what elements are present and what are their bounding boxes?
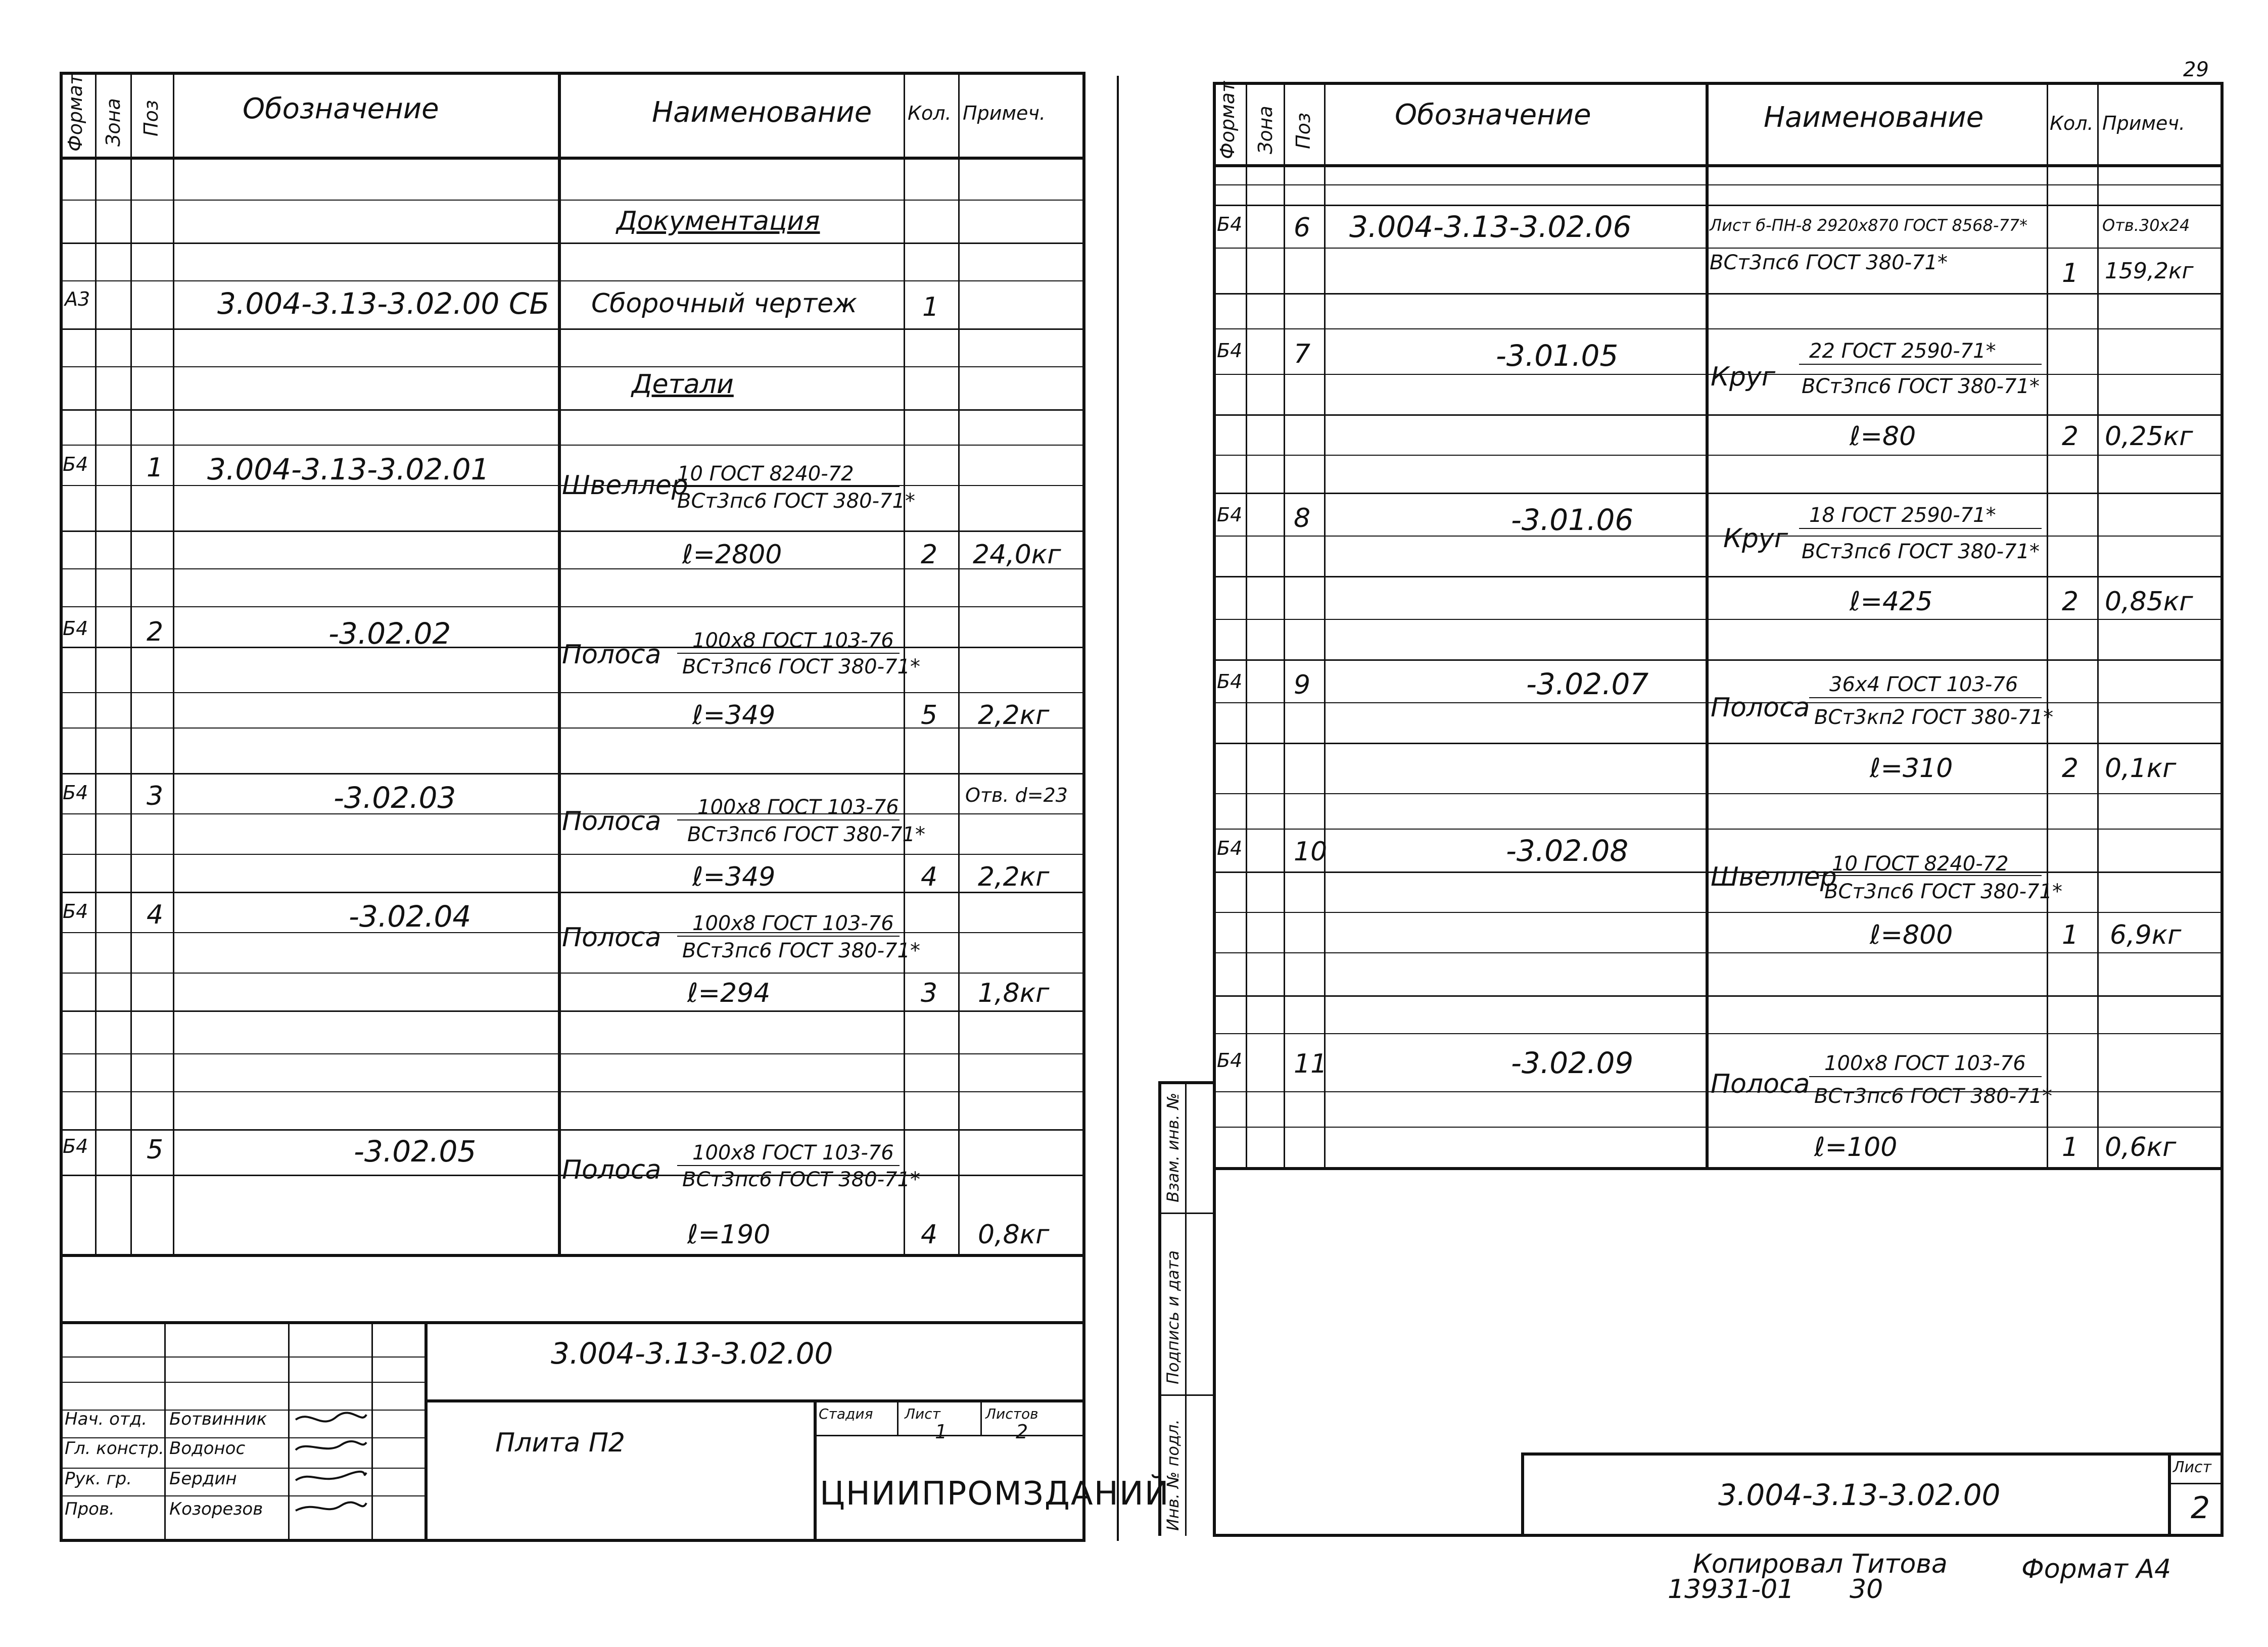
row-code: -3.02.04 [349,899,471,934]
row-qty: 2 [2062,421,2079,452]
row-den: ВСт3пс6 ГОСТ 380-71* [1814,1085,2052,1108]
hdr-designation: Обозначение [243,92,439,125]
row-format: Б4 [63,453,88,475]
right-row-line [1213,248,2224,249]
doc-qty: 1 [922,292,939,322]
title-block-divider [371,1321,373,1542]
row-pos: 6 [1294,213,1311,243]
row-den: ВСт3пс6 ГОСТ 380-71* [682,655,920,679]
row-format: Б4 [1217,504,1243,526]
doc-code: 3.004-3.13-3.02.00 СБ [217,286,550,321]
title-sheets: 2 [1016,1421,1028,1443]
left-row-line [60,692,1085,693]
row-name: Круг [1711,362,1776,392]
row-num: 36х4 ГОСТ 103-76 [1829,673,2018,696]
left-col-divider [173,72,174,1254]
row-note: 159,2кг [2105,258,2194,284]
right-row-line [1213,829,2224,830]
row-qty: 5 [921,700,938,731]
row-num: 100х8 ГОСТ 103-76 [697,796,899,819]
row-pos: 1 [147,453,164,483]
side-label-inv: Инв. № подл. [1163,1419,1183,1531]
side-strip-left [1158,1081,1161,1536]
right-row-line [1213,793,2224,794]
signer-role: Рук. гр. [65,1469,132,1489]
row-den: ВСт3пс6 ГОСТ 380-71* [687,823,925,846]
right-row-line [1213,619,2224,620]
row-den: ВСт3пс6 ГОСТ 380-71* [677,490,915,513]
row-length: ℓ=80 [1850,421,1916,452]
doc-format: А3 [65,288,90,310]
row-format: Б4 [1217,1049,1243,1072]
right-row-line [1213,293,2224,295]
row-name: Полоса [562,806,662,837]
title-block-divider [980,1399,982,1435]
row-format: Б4 [63,782,88,804]
row-name: Полоса [1711,693,1810,723]
row-note: 0,25кг [2105,421,2193,452]
right-col-divider [1246,82,1247,1168]
frac-line [677,1165,900,1166]
right-header-line [1213,164,2224,167]
row-code: -3.02.03 [334,781,456,815]
title-block-line [60,1357,424,1358]
right-row-line [1213,184,2224,185]
row-pos: 2 [147,617,164,647]
section-documentation: Документация [617,206,820,236]
signer-name: Бердин [169,1469,237,1489]
row-num: 100х8 ГОСТ 103-76 [692,629,894,652]
archive-sheet: 30 [1850,1574,1883,1605]
left-row-line [60,328,1085,330]
hdr-note: Примеч. [2102,112,2185,134]
footer-sheet: 2 [2191,1490,2210,1526]
frac-line [1799,528,2042,529]
right-row-line [1213,576,2224,577]
row-den: ВСт3пс6 ГОСТ 380-71* [1710,251,1948,274]
signer-role: Нач. отд. [65,1409,148,1429]
title-block-line [814,1435,1085,1436]
row-note-top: Отв. d=23 [965,784,1068,806]
doc-name: Сборочный чертеж [591,288,857,319]
row-length: ℓ=294 [687,978,771,1008]
title-block-mid [424,1399,1085,1402]
row-note: 0,8кг [978,1220,1050,1250]
left-col-divider [95,72,97,1254]
title-block-divider [288,1321,290,1542]
left-row-line [60,973,1085,974]
sheet-separator [1117,76,1119,1541]
left-col-divider [958,72,960,1254]
paper-format: Формат А4 [2021,1554,2171,1584]
right-row-line [1213,912,2224,913]
hdr-name: Наименование [652,96,872,129]
right-row-line [1213,493,2224,494]
right-col-divider [1324,82,1326,1168]
row-pos: 8 [1294,503,1311,534]
right-row-line [1213,536,2224,537]
row-code: 3.004-3.13-3.02.01 [207,452,490,487]
row-name: Полоса [562,923,662,953]
row-code: -3.01.06 [1511,503,1634,537]
footer-top [1521,1452,2224,1456]
right-row-line [1213,328,2224,329]
right-row-line [1213,743,2224,744]
side-strip-top [1158,1081,1213,1084]
row-length: ℓ=425 [1850,587,1933,617]
row-length: ℓ=190 [687,1220,771,1250]
frac-line [677,653,900,654]
frac-line [1809,1076,2042,1077]
row-note: 0,1кг [2105,753,2177,784]
row-num: 22 ГОСТ 2590-71* [1809,340,1996,363]
archive-number: 13931-01 [1668,1574,1794,1605]
side-label-vzam: Взам. инв. № [1163,1092,1183,1202]
left-row-line [60,366,1085,367]
frac-line [677,819,900,820]
row-num: 10 ГОСТ 8240-72 [677,462,854,486]
row-num: 100х8 ГОСТ 103-76 [1824,1052,2026,1075]
left-row-line [60,445,1085,446]
signer-name: Водонос [169,1438,246,1459]
row-format: Б4 [63,1135,88,1157]
left-col-divider [558,72,561,1254]
row-qty: 4 [921,1220,938,1250]
row-note: 0,85кг [2105,587,2193,617]
row-code: -3.02.08 [1506,834,1629,868]
row-pos: 11 [1294,1049,1328,1079]
hdr-zona: Зона [1254,106,1277,154]
row-qty: 2 [921,540,938,570]
title-sheet-label: Лист [905,1406,940,1422]
left-row-line [60,530,1085,532]
row-den: ВСт3пс6 ГОСТ 380-71* [1802,375,2040,398]
title-sheets-label: Листов [985,1406,1038,1422]
row-length: ℓ=2800 [682,540,782,570]
left-header-line [60,157,1085,160]
title-block-divider [814,1399,817,1542]
left-row-line [60,1010,1085,1012]
signer-name: Ботвинник [169,1409,267,1429]
row-pos: 5 [147,1135,164,1165]
left-row-line [60,409,1085,411]
right-table-bottom [1213,1167,2224,1170]
row-note: 1,8кг [978,978,1050,1008]
row-name: Швеллер [1711,862,1837,892]
frac-line [1819,875,2042,876]
left-row-line [60,1053,1085,1054]
right-col-divider [1284,82,1285,1168]
row-pos: 4 [147,900,164,930]
signer-name: Козорезов [169,1499,263,1519]
row-format: Б4 [1217,340,1243,362]
hdr-designation: Обозначение [1395,99,1591,131]
row-name: Полоса [562,1155,662,1185]
row-pos: 7 [1294,339,1311,369]
hdr-qty: Кол. [908,102,952,124]
left-row-line [60,1091,1085,1092]
side-strip-line [1158,1213,1213,1214]
row-length: ℓ=100 [1814,1132,1898,1162]
title-block-line [60,1382,424,1383]
side-strip-divider [1185,1081,1187,1536]
right-row-line [1213,995,2224,997]
frac-line [677,936,900,937]
row-name: Полоса [562,640,662,670]
row-length: ℓ=800 [1870,920,1953,950]
frac-line [672,486,900,487]
right-row-line [1213,952,2224,953]
row-name: Полоса [1711,1069,1810,1099]
row-num: 100х8 ГОСТ 103-76 [692,1141,894,1165]
row-pos: 3 [147,781,164,811]
row-note-top: Отв.30х24 [2102,216,2190,235]
right-row-line [1213,1033,2224,1034]
title-org: ЦНИИПРОМЗДАНИЙ [820,1475,1170,1513]
row-code: -3.02.07 [1526,667,1649,701]
signer-role: Гл. констр. [65,1438,164,1459]
row-den: ВСт3пс6 ГОСТ 380-71* [1824,880,2062,903]
frac-line [1799,364,2042,365]
row-qty: 1 [2062,258,2079,288]
left-col-divider [130,72,132,1254]
title-block-top [60,1321,1085,1324]
title-doc-code: 3.004-3.13-3.02.00 [551,1336,833,1371]
row-format: Б4 [1217,213,1243,235]
hdr-qty: Кол. [2050,112,2094,134]
row-code: -3.02.02 [328,616,451,651]
row-note: 6,9кг [2110,920,2182,950]
page-number: 29 [2183,58,2209,81]
row-den: ВСт3кп2 ГОСТ 380-71* [1814,706,2054,729]
row-length: ℓ=349 [692,862,776,892]
signer-role: Пров. [65,1499,115,1519]
hdr-note: Примеч. [963,102,1046,124]
hdr-format: Формат [1216,81,1239,159]
signature-scribbles [291,1410,371,1526]
row-num: 18 ГОСТ 2590-71* [1809,504,1996,527]
title-sheet: 1 [935,1421,948,1443]
hdr-zona: Зона [102,98,124,147]
footer-sheet-line [2168,1483,2224,1484]
row-qty: 3 [921,978,938,1008]
title-block-divider [164,1321,166,1542]
right-row-line [1213,455,2224,456]
title-stage-label: Стадия [819,1406,873,1422]
left-row-line [60,280,1085,281]
row-num: 100х8 ГОСТ 103-76 [692,912,894,935]
left-table-bottom [60,1254,1085,1257]
row-length: ℓ=349 [692,700,776,731]
right-col-divider [2097,82,2099,1168]
side-label-sign: Подпись и дата [1163,1250,1183,1384]
copied-by: Копировал Титова [1693,1549,1948,1579]
row-format: Б4 [63,900,88,923]
hdr-name: Наименование [1764,101,1984,134]
row-den: ВСт3пс6 ГОСТ 380-71* [682,1168,920,1191]
row-format: Б4 [1217,837,1243,859]
right-col-divider [2047,82,2048,1168]
right-row-line [1213,1127,2224,1128]
footer-sheet-label: Лист [2173,1459,2212,1476]
footer-left [1521,1452,1524,1537]
row-name: Круг [1723,523,1788,554]
row-code: 3.004-3.13-3.02.06 [1349,210,1632,244]
row-den: ВСт3пс6 ГОСТ 380-71* [682,939,920,962]
row-pos: 10 [1294,837,1328,867]
row-qty: 1 [2062,920,2079,950]
title-block-divider [424,1321,428,1542]
left-row-line [60,1129,1085,1131]
row-qty: 1 [2062,1132,2079,1162]
hdr-format: Формат [64,73,86,152]
footer-code: 3.004-3.13-3.02.00 [1718,1478,2001,1512]
left-row-line [60,773,1085,774]
row-format: Б4 [1217,670,1243,693]
left-row-line [60,606,1085,607]
row-code: -3.01.05 [1496,338,1619,373]
right-sheet [1213,82,2224,1537]
row-num: Лист б-ПН-8 2920х870 ГОСТ 8568-77* [1710,216,2028,235]
footer-sheet-divider [2168,1452,2171,1537]
title-name: Плита П2 [495,1428,626,1458]
row-note: 2,2кг [978,700,1050,731]
side-strip-line [1158,1394,1213,1396]
row-note: 0,6кг [2105,1132,2177,1162]
right-col-divider [1706,82,1709,1168]
hdr-pos: Поз [1292,112,1314,149]
left-row-line [60,854,1085,855]
title-block-divider [897,1399,899,1435]
right-row-line [1213,659,2224,661]
right-row-line [1213,205,2224,206]
row-name: Швеллер [562,470,688,501]
row-qty: 4 [921,862,938,892]
section-details: Детали [632,369,734,400]
row-num: 10 ГОСТ 8240-72 [1832,852,2009,876]
row-den: ВСт3пс6 ГОСТ 380-71* [1802,540,2040,563]
frac-line [1809,697,2042,698]
left-row-line [60,200,1085,201]
row-code: -3.02.05 [354,1134,477,1169]
row-qty: 2 [2062,587,2079,617]
right-row-line [1213,414,2224,416]
row-format: Б4 [63,617,88,640]
left-row-line [60,243,1085,244]
row-code: -3.02.09 [1511,1046,1634,1080]
hdr-pos: Поз [140,100,162,136]
row-qty: 2 [2062,753,2079,784]
row-note: 24,0кг [973,540,1061,570]
row-note: 2,2кг [978,862,1050,892]
row-pos: 9 [1294,670,1311,700]
row-length: ℓ=310 [1870,753,1953,784]
